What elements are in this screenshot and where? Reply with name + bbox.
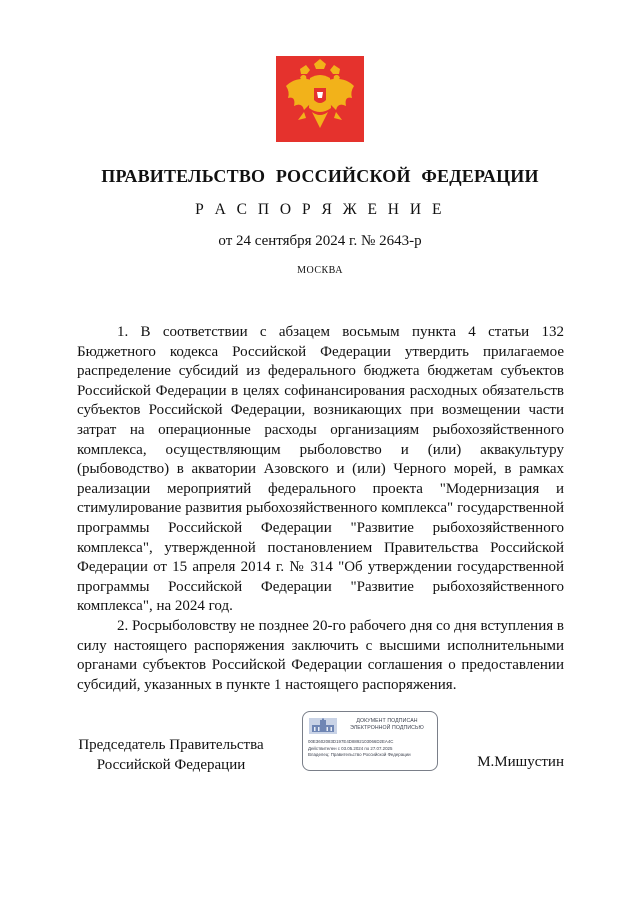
stamp-owner: Владелец: Правительство Российской Федерации — [308, 752, 411, 757]
stamp-validity: Действителен с 03.05.2024 по 27.07.2025 — [308, 746, 393, 751]
stamp-heading-line2: ЭЛЕКТРОННОЙ ПОДПИСЬЮ — [350, 724, 424, 731]
signatory-position — [60, 736, 282, 775]
signatory-position-line2: Российской Федерации — [96, 756, 246, 773]
signatory-name: М.Мишустин — [477, 754, 564, 770]
signatory-position-line1: Председатель Правительства — [78, 737, 264, 753]
paragraph-2: 2. Росрыболовству не позднее 20-го рабочего дня со дня вступления в силу настоящего распоряжения заключить с высшими исполнительными органами субъектов Российской Федерации соглашения о предоставлении субсидий, указанных в пункте 1 настоящего распоряжения. — [77, 617, 564, 693]
government-title: ПРАВИТЕЛЬСТВО РОССИЙСКОЙ ФЕДЕРАЦИИ — [101, 166, 539, 186]
stamp-heading-line1: ДОКУМЕНТ ПОДПИСАН — [356, 718, 418, 724]
city: МОСКВА — [297, 265, 343, 276]
paragraph-1: 1. В соответствии с абзацем восьмым пункта 4 статьи 132 Бюджетного кодекса Российской Федерации утвердить прилагаемое распределение субсидий из федерального бюджета бюджетам субъектов Российской Федерации в целях софинансирования расходных обязательств субъектов Российской Федерации, возникающих при возмещении части затрат на операционные расходы организациям рыбохозяйственного комплекса, осуществляющим рыболовство и (или) аквакультуру (рыбоводство) в акватории Азовского и (или) Черного морей, в рамках реализации мероприятий федерального проекта "Модернизация и стимулирование развития рыбохозяйственного комплекса" государственной программы Российской Федерации "Развитие рыбохозяйственного комплекса", утвержденной постановлением Правительства Российской Федерации от 15 апреля 2014 г. № 314 "Об утверждении государственной программы Российской Федерации "Развитие рыбохозяйственного комплекса", на 2024 год. — [77, 324, 564, 615]
coat-of-arms-icon — [276, 56, 364, 142]
stamp-heading — [339, 718, 435, 731]
document-type: Р А С П О Р Я Ж Е Н И Е — [195, 201, 445, 218]
document-date-number: от 24 сентября 2024 г. № 2643-р — [218, 233, 422, 249]
stamp-serial: 00E3602083D197E4D8892103066D2EA4C — [308, 739, 394, 744]
document-body — [77, 323, 564, 695]
government-building-icon — [309, 718, 337, 734]
electronic-signature-stamp — [302, 711, 438, 771]
